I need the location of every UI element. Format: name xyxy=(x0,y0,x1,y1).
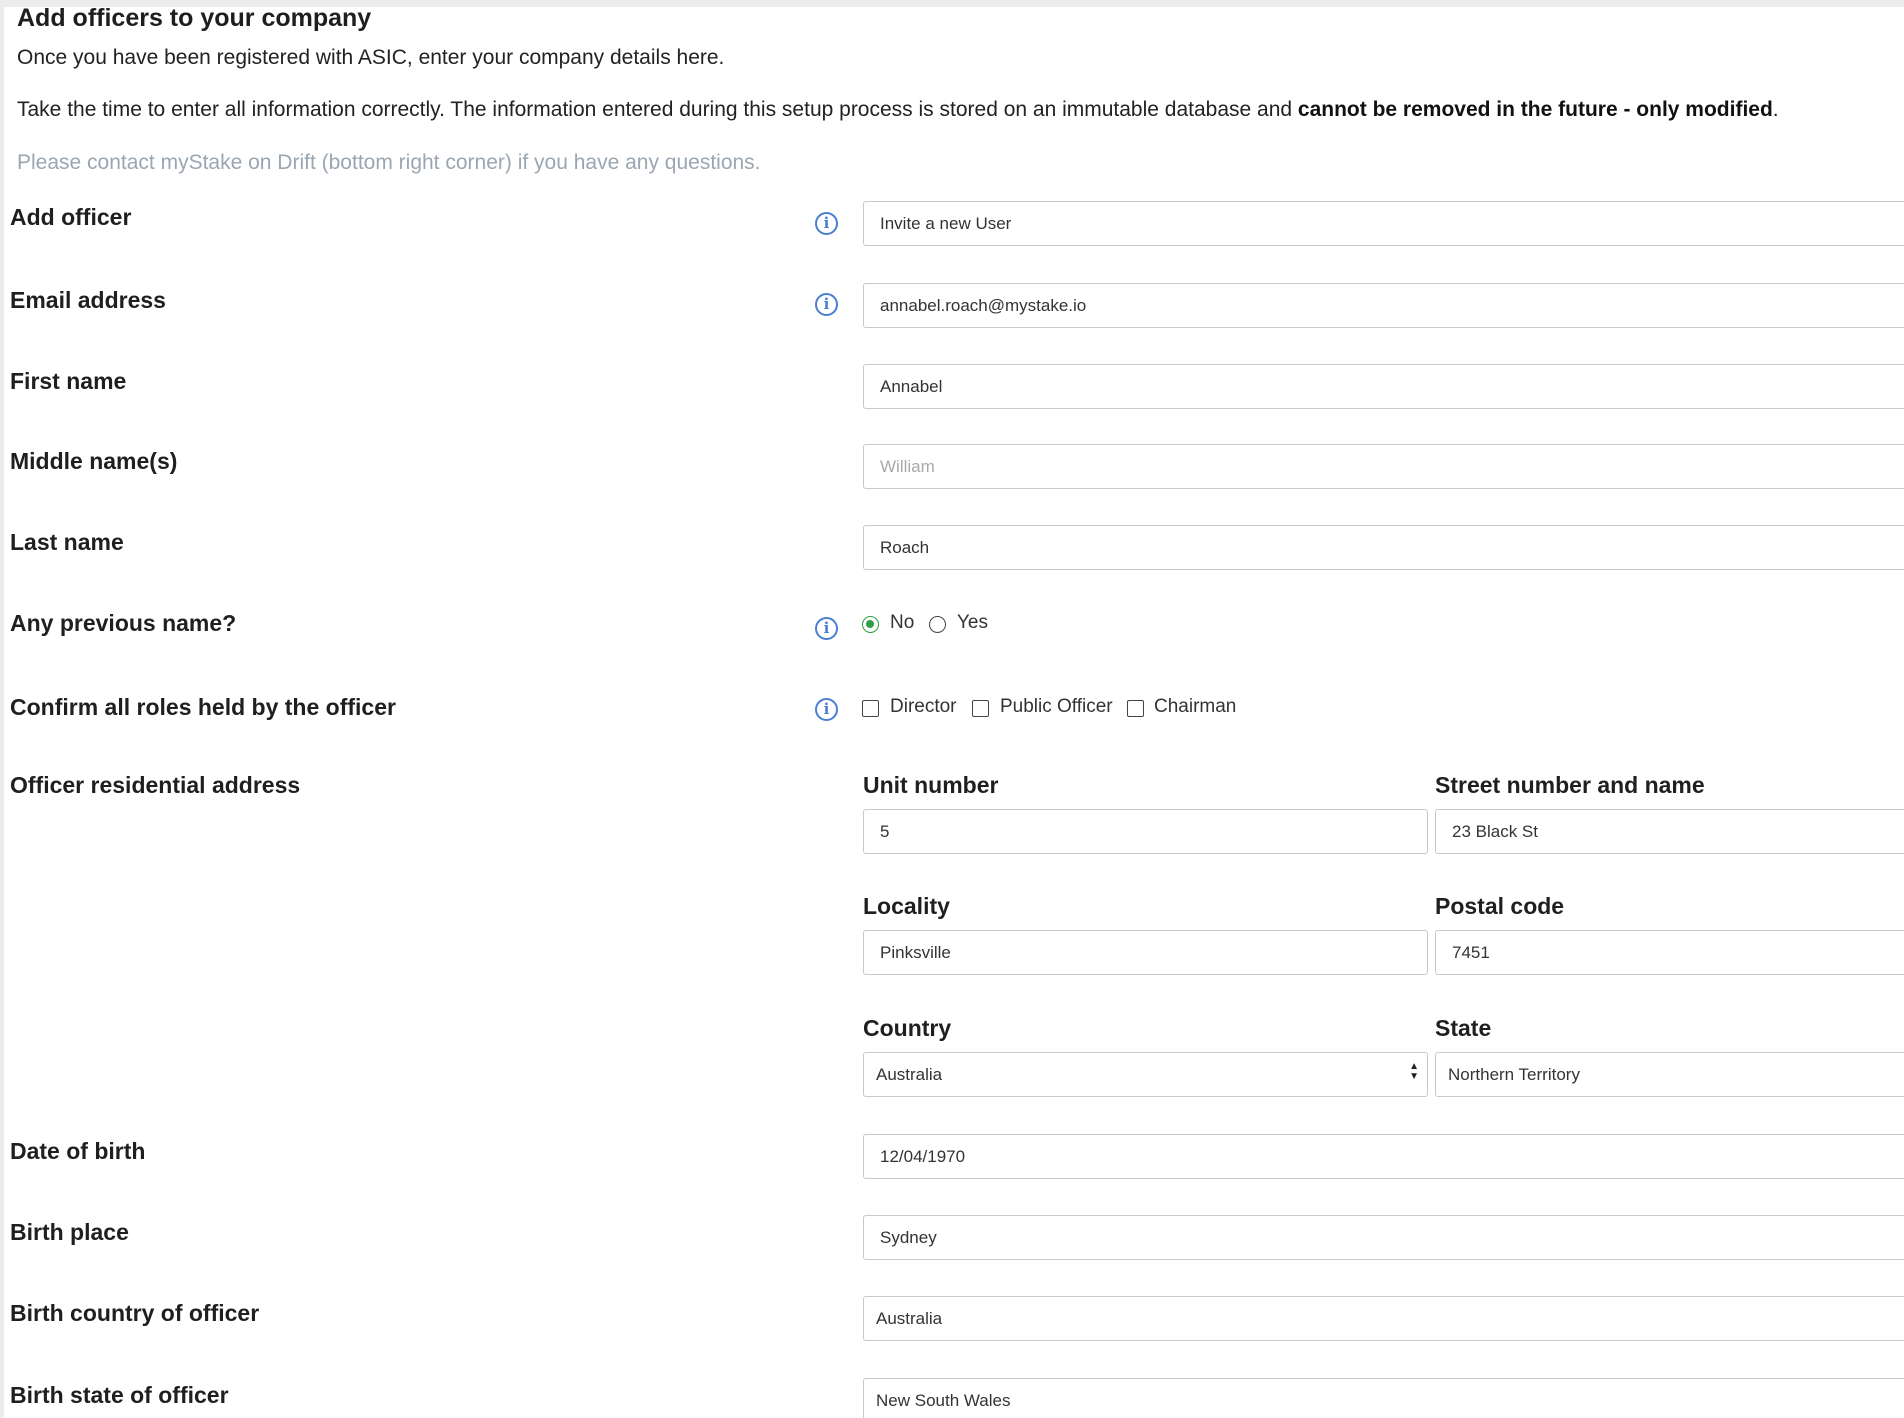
previous-name-info-icon[interactable]: i xyxy=(815,617,838,640)
unit-number-field[interactable]: 5 xyxy=(863,809,1428,854)
birth-place-label: Birth place xyxy=(10,1219,129,1245)
role-director-label[interactable]: Director xyxy=(890,696,957,717)
dob-field[interactable]: 12/04/1970 xyxy=(863,1134,1904,1179)
role-chairman-checkbox[interactable] xyxy=(1127,700,1144,717)
role-chairman-label[interactable]: Chairman xyxy=(1154,696,1237,717)
middle-name-field[interactable]: William xyxy=(863,444,1904,489)
email-label: Email address xyxy=(10,287,166,313)
intro-line-2 xyxy=(17,98,1779,122)
first-name-label: First name xyxy=(10,368,127,394)
middle-name-label: Middle name(s) xyxy=(10,448,178,474)
country-select-value: Australia xyxy=(876,1064,943,1084)
last-name-field[interactable]: Roach xyxy=(863,525,1904,570)
intro-line-2-suffix: . xyxy=(1772,98,1779,121)
roles-label: Confirm all roles held by the officer xyxy=(10,694,396,720)
select-arrows-icon xyxy=(1409,1062,1419,1082)
select-down-icon: ▼ xyxy=(1409,1071,1419,1082)
street-field[interactable]: 23 Black St xyxy=(1435,809,1904,854)
previous-name-no-label[interactable]: No xyxy=(890,612,915,633)
previous-name-yes-label[interactable]: Yes xyxy=(957,612,988,633)
email-info-icon[interactable]: i xyxy=(815,293,838,316)
page-title: Add officers to your company xyxy=(17,4,372,32)
state-label: State xyxy=(1435,1015,1492,1041)
role-director-checkbox[interactable] xyxy=(862,700,879,717)
locality-label: Locality xyxy=(863,893,950,919)
intro-line-2-bold: cannot be removed in the future - only modified xyxy=(1297,98,1773,121)
role-public-officer-label[interactable]: Public Officer xyxy=(1000,696,1113,717)
first-name-field[interactable]: Annabel xyxy=(863,364,1904,409)
birth-state-field[interactable]: New South Wales xyxy=(863,1378,1904,1418)
state-field[interactable]: Northern Territory xyxy=(1435,1052,1904,1097)
add-officer-info-icon[interactable]: i xyxy=(815,212,838,235)
last-name-label: Last name xyxy=(10,529,124,555)
previous-name-label: Any previous name? xyxy=(10,610,237,636)
birth-place-field[interactable]: Sydney xyxy=(863,1215,1904,1260)
add-officer-field[interactable]: Invite a new User xyxy=(863,201,1904,246)
birth-country-field[interactable]: Australia xyxy=(863,1296,1904,1341)
intro-line-1: Once you have been registered with ASIC, enter your company details here. xyxy=(17,46,725,69)
select-up-icon: ▲ xyxy=(1409,1061,1419,1072)
roles-info-icon[interactable]: i xyxy=(815,698,838,721)
postal-code-label: Postal code xyxy=(1435,893,1565,919)
previous-name-yes-radio[interactable] xyxy=(929,616,946,633)
postal-code-field[interactable]: 7451 xyxy=(1435,930,1904,975)
country-select[interactable] xyxy=(863,1052,1428,1097)
dob-label: Date of birth xyxy=(10,1138,146,1164)
intro-line-2-prefix: Take the time to enter all information correctly. The information entered during this setup process is stored on an immutable database and xyxy=(17,98,1298,121)
email-field[interactable]: annabel.roach@mystake.io xyxy=(863,283,1904,328)
previous-name-no-radio[interactable] xyxy=(862,616,879,633)
help-text: Please contact myStake on Drift (bottom right corner) if you have any questions. xyxy=(17,151,761,174)
add-officer-label: Add officer xyxy=(10,204,132,230)
country-label: Country xyxy=(863,1015,952,1041)
address-label: Officer residential address xyxy=(10,772,301,798)
birth-country-label: Birth country of officer xyxy=(10,1300,260,1326)
locality-field[interactable]: Pinksville xyxy=(863,930,1428,975)
left-strip xyxy=(0,0,4,1418)
birth-state-label: Birth state of officer xyxy=(10,1382,229,1408)
role-public-officer-checkbox[interactable] xyxy=(972,700,989,717)
street-label: Street number and name xyxy=(1435,772,1705,798)
unit-number-label: Unit number xyxy=(863,772,999,798)
